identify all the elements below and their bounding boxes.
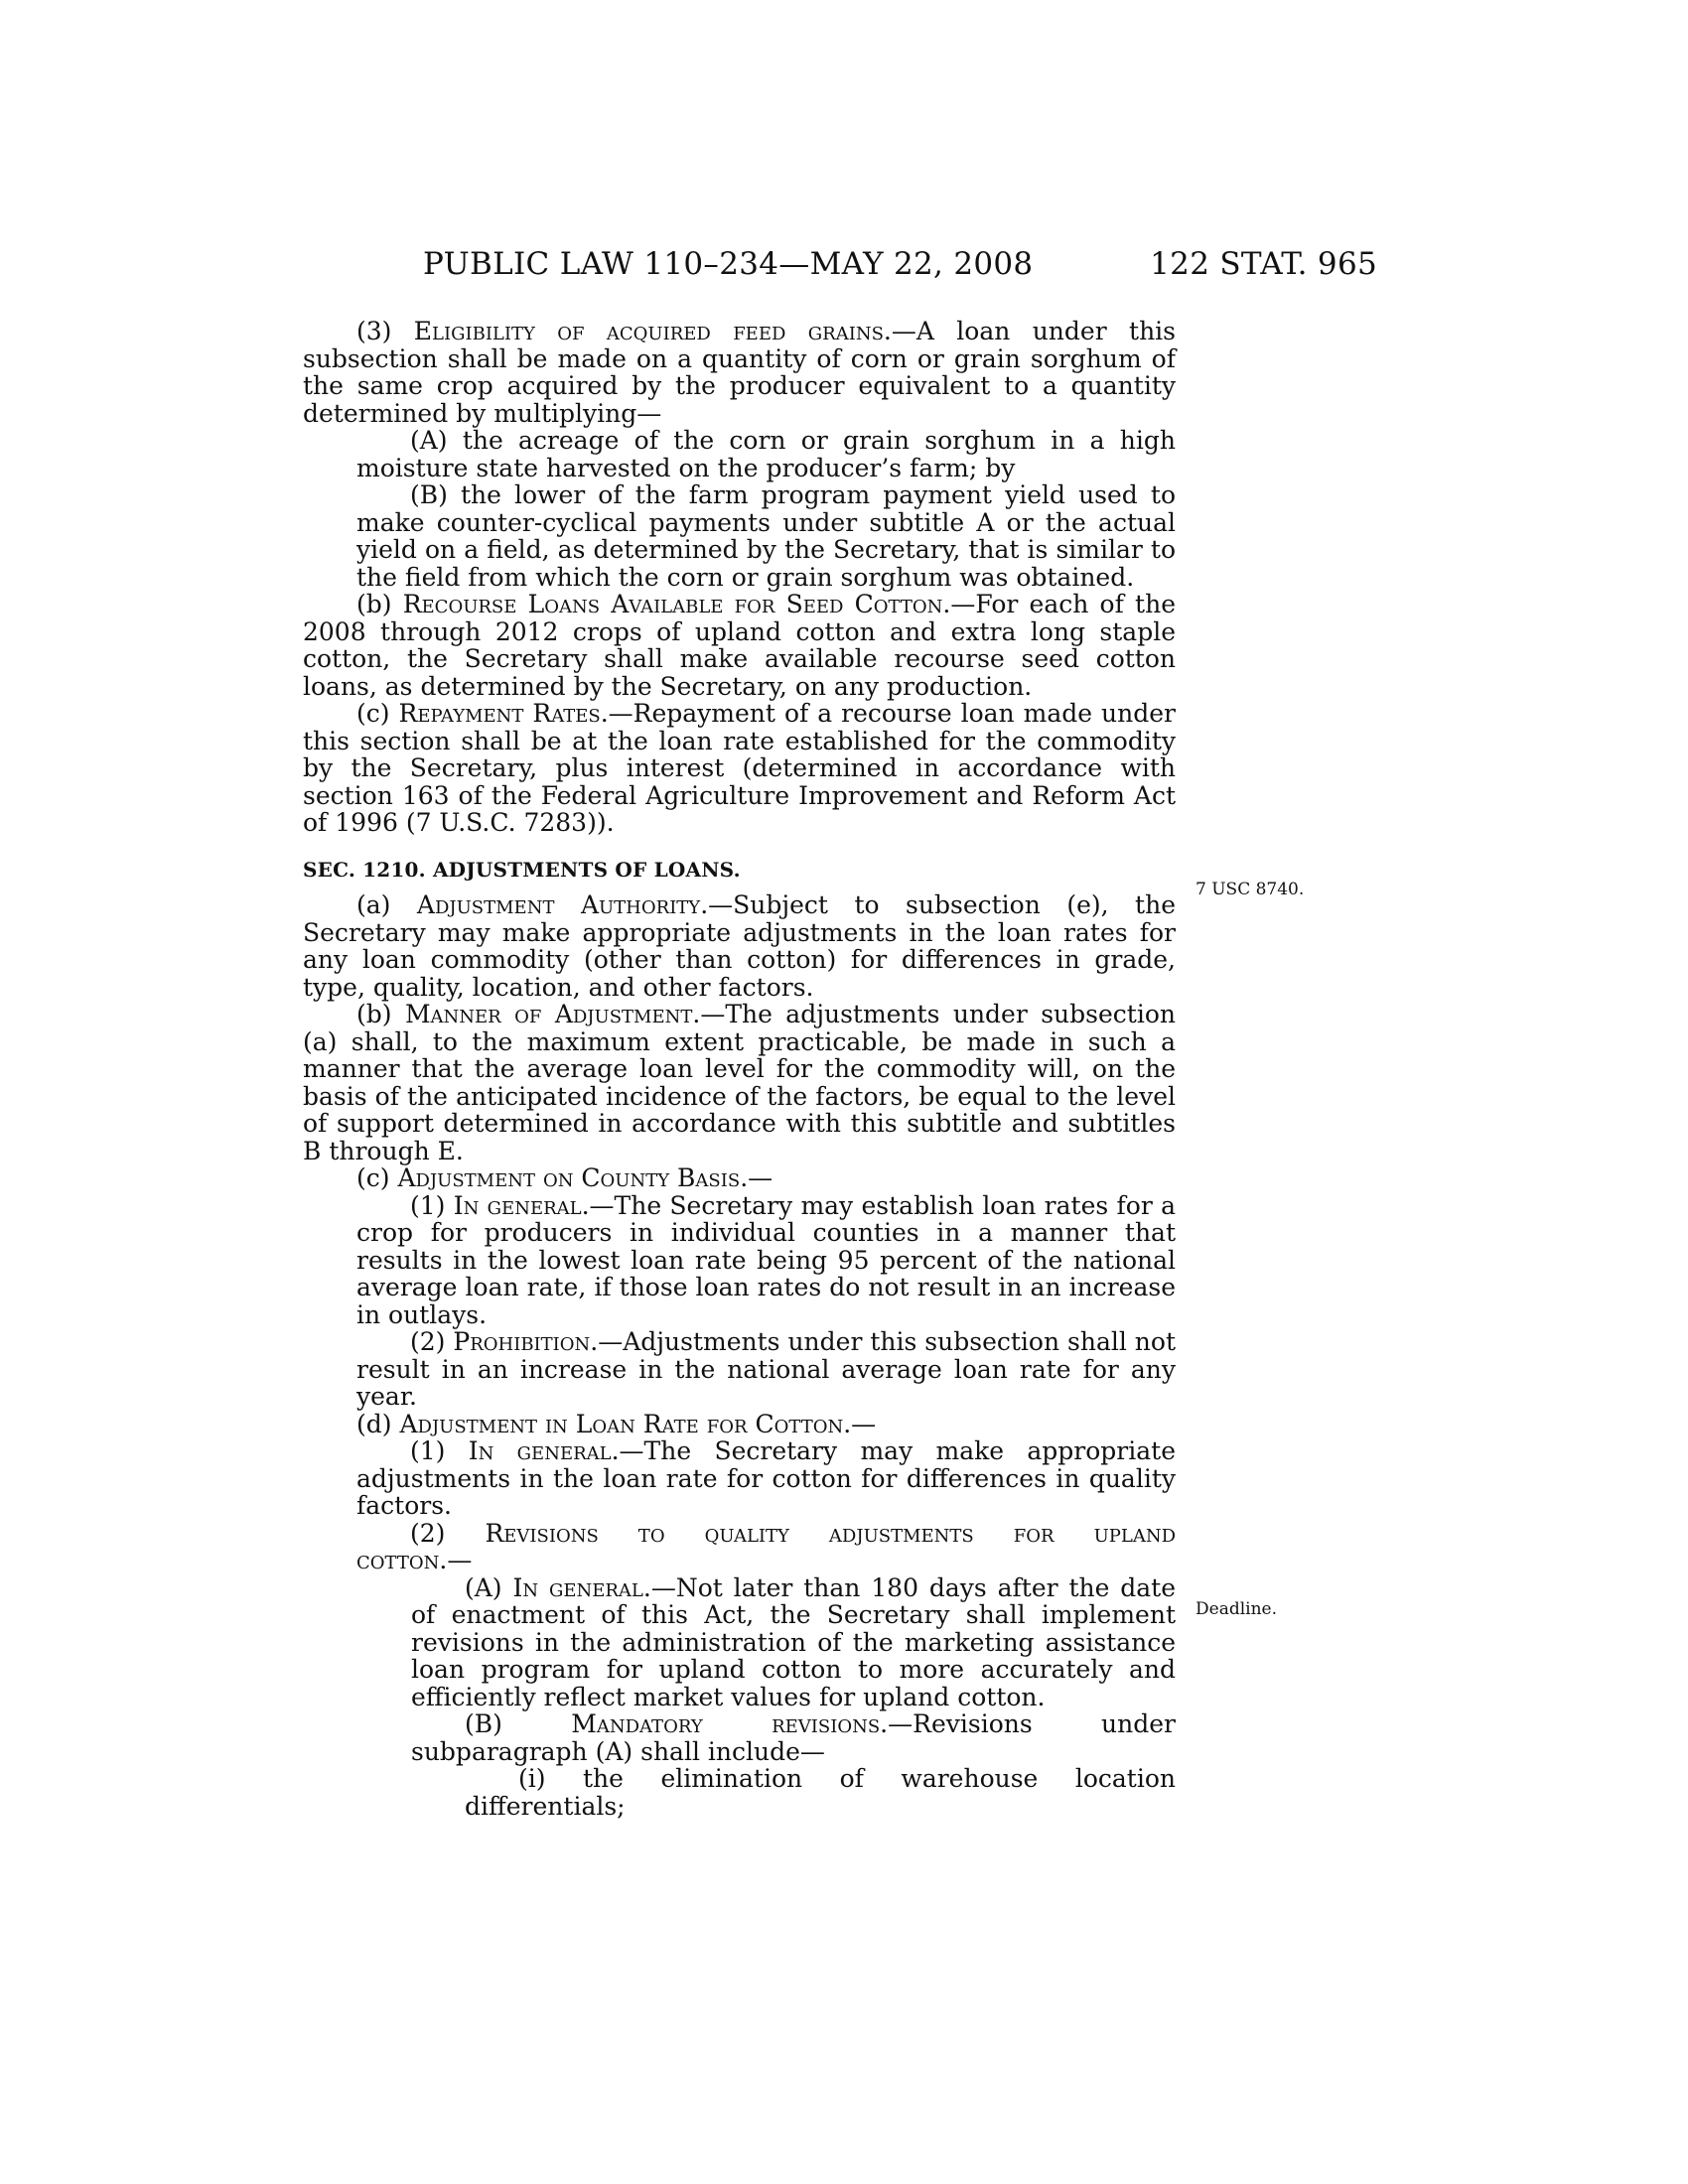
- paragraph-number: (1): [410, 1190, 454, 1220]
- running-header-title: PUBLIC LAW 110–234—MAY 22, 2008: [423, 246, 1034, 282]
- subsection-heading: Repayment Rates.: [398, 699, 609, 728]
- subsection-heading: Adjustment on County Basis.: [397, 1163, 749, 1192]
- subsection-text: —The adjustments under subsection (a) shall, to the maximum extent practicable, be made in such a manner that the average loan level for the commodity will, on the basis of the anticipated incidence of the factors, be equal to the level of support determined in accordance with this subtitle and subtitles B through E.: [303, 1000, 1176, 1165]
- paragraph-text: —The Secretary may establish loan rates for a crop for producers in individual counties in a manner that results in the lowest loan rate being 95 percent of the national average loan rate, if those loan rates do not result in an increase in outlays.: [356, 1190, 1177, 1329]
- subsection-b: [303, 591, 1176, 700]
- paragraph-text: —Adjustments under this subsection shall not result in an increase in the national average loan rate for any year.: [356, 1327, 1177, 1411]
- paragraph-number: (2): [410, 1518, 486, 1548]
- paragraph-number: (3): [356, 317, 414, 345]
- paragraph-c1: [303, 1192, 1176, 1329]
- subparagraph-number: (A): [465, 1572, 513, 1602]
- subparagraph-heading: In general.: [512, 1572, 651, 1602]
- subsection-heading: Adjustment Authority.: [416, 890, 709, 919]
- paragraph-heading: In general.: [453, 1190, 590, 1220]
- paragraph-d2: [303, 1520, 1176, 1548]
- subparagraph-heading: Mandatory revisions.: [571, 1709, 889, 1738]
- paragraph-d1: [303, 1437, 1176, 1520]
- subsection-d: [303, 1411, 1176, 1438]
- paragraph-heading: Eligibility of acquired feed grains.: [413, 317, 892, 345]
- subsection-number: (d): [356, 1409, 400, 1438]
- subsection-c: [303, 700, 1176, 837]
- subparagraph-text: —Revisions under subparagraph (A) shall include—: [411, 1709, 1176, 1766]
- running-header-stat-page: 122 STAT. 965: [1150, 246, 1377, 282]
- subparagraph-d2a: [303, 1574, 1176, 1711]
- subsection-text: —: [748, 1163, 774, 1192]
- paragraph-heading-cont: cotton.: [356, 1546, 448, 1574]
- subsection-number: (c): [356, 699, 399, 728]
- subsection-text: —Repayment of a recourse loan made under this section shall be at the loan rate established for the commodity by the Secretary, plus interest (determined in accordance with section 163 of the Federal Agriculture Improvement and Reform Act of 1996 (7 U.S.C. 7283)).: [303, 699, 1176, 837]
- paragraph-heading: Revisions to quality adjustments for upland: [485, 1518, 1176, 1548]
- subsection-b-manner: [303, 1001, 1176, 1164]
- paragraph-3: [303, 318, 1176, 427]
- paragraph-number: (1): [410, 1436, 469, 1465]
- subparagraph-3a: (A) the acreage of the corn or grain sorghum in a high moisture state harvested on the producer’s farm; by: [356, 426, 1176, 482]
- paragraph-text: —: [447, 1546, 473, 1574]
- subsection-number: (a): [356, 890, 417, 919]
- subparagraph-number: (B): [465, 1709, 572, 1738]
- subsection-number: (c): [356, 1163, 398, 1192]
- subsection-number: (b): [356, 590, 403, 618]
- subparagraph-3b: (B) the lower of the farm program payment yield used to make counter-cyclical payments under subtitle A or the actual yield on a field, as determined by the Secretary, that is similar to the field from which the corn or grain sorghum was obtained.: [356, 480, 1176, 592]
- margin-note-usc: 7 USC 8740.: [1196, 880, 1305, 899]
- subsection-number: (b): [356, 1000, 405, 1028]
- subsection-c-county: [303, 1164, 1176, 1192]
- paragraph-text: —A loan under this subsection shall be made on a quantity of corn or grain sorghum of the same crop acquired by the producer equivalent to a quantity determined by multiplying—: [303, 317, 1177, 428]
- section-heading: SEC. 1210. ADJUSTMENTS OF LOANS.: [303, 857, 741, 882]
- paragraph-d2-cont: [303, 1547, 1176, 1574]
- subsection-heading: Manner of Adjustment.: [404, 1000, 701, 1028]
- subsection-heading: Adjustment in Loan Rate for Cotton.: [399, 1409, 852, 1438]
- subsection-text: —For each of the 2008 through 2012 crops of upland cotton and extra long staple cotton, the Secretary shall make available recourse seed cotton loans, as determined by the Secretary, on any production.: [303, 590, 1176, 701]
- subsection-heading: Recourse Loans Available for Seed Cotton.: [402, 590, 951, 618]
- subparagraph-d2b: [303, 1710, 1176, 1765]
- paragraph-c2: [303, 1328, 1176, 1411]
- clause-d2b-i: (i) the elimination of warehouse location differentials;: [465, 1764, 1176, 1821]
- statute-body: [303, 318, 1176, 1820]
- subsection-a: [303, 891, 1176, 1001]
- paragraph-heading: Prohibition.: [453, 1327, 599, 1356]
- paragraph-number: (2): [410, 1327, 454, 1356]
- subparagraph-text: —Not later than 180 days after the date of enactment of this Act, the Secretary shall implement revisions in the administration of the marketing assistance loan program for upland cotton to more accurately and efficiently reflect market values for upland cotton.: [411, 1572, 1177, 1711]
- paragraph-heading: In general.: [468, 1436, 620, 1465]
- subsection-text: —Subject to subsection (e), the Secretary may make appropriate adjustments in the loan rates for any loan commodity (other than cotton) for differences in grade, type, quality, location, and other factors.: [303, 890, 1177, 1002]
- paragraph-text: —The Secretary may make appropriate adjustments in the loan rate for cotton for differences in quality factors.: [356, 1436, 1176, 1520]
- subsection-text: —: [851, 1409, 877, 1438]
- margin-note-deadline: Deadline.: [1196, 1599, 1277, 1619]
